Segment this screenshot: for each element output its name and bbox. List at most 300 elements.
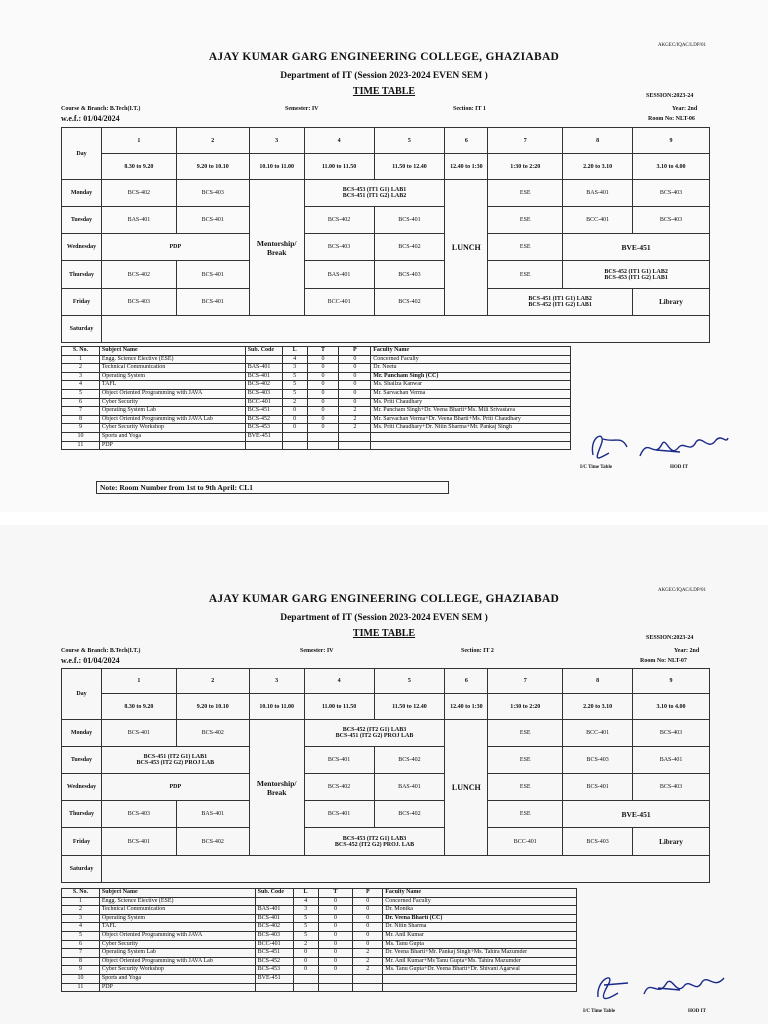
subject-code: BCC-401 [255, 940, 293, 949]
day-header: Day [62, 669, 102, 720]
timetable-cell: BCS-402 [176, 720, 249, 747]
faculty-name: Concerned Faculty [371, 355, 571, 364]
subject-t: 0 [307, 415, 339, 424]
subject-code: BCS-451 [245, 407, 282, 416]
timetable-cell: BCS-402 [304, 207, 374, 234]
period-time: 12.40 to 1:30 [445, 154, 488, 180]
day-name: Friday [62, 289, 102, 316]
table-row [62, 974, 577, 983]
table-row [62, 441, 571, 450]
table-row [62, 355, 571, 364]
subject-p [353, 974, 383, 983]
period-time: 2.20 to 3.10 [563, 694, 633, 720]
header-faculty-name: Faculty Name [383, 889, 577, 898]
timetable-cell-empty [101, 316, 709, 343]
day-name: Monday [62, 180, 102, 207]
subject-l: 5 [282, 381, 307, 390]
faculty-name [383, 974, 577, 983]
timetable-cell: BCS-401 [176, 261, 249, 289]
subject-p: 0 [339, 398, 371, 407]
timetable-cell: ESE [488, 801, 563, 828]
subject-name: TAFL [99, 381, 245, 390]
timetable-cell: BCS-402 [101, 261, 176, 289]
faculty-name: Ms. Priti Chaudhary+Dr. Nitin Sharma+Mr. Pankaj Singh [371, 424, 571, 433]
timetable-cell: BCS-403 [101, 289, 176, 316]
subject-p: 0 [353, 940, 383, 949]
period-number: 3 [249, 669, 304, 694]
subject-l: 0 [282, 407, 307, 416]
subject-t: 0 [318, 940, 353, 949]
course-branch: Course & Branch: B.Tech(I.T.) [61, 648, 141, 654]
subject-l: 0 [282, 415, 307, 424]
timetable-grid [61, 668, 710, 883]
subject-name: Cyber Security Workshop [99, 424, 245, 433]
subject-t: 0 [318, 897, 353, 906]
timetable-cell: Library [633, 828, 710, 856]
ic-timetable-label: I/C Time Table [583, 1009, 616, 1014]
faculty-name [371, 432, 571, 441]
header-t: T [307, 347, 339, 356]
subject-l: 5 [293, 923, 318, 932]
timetable-cell: BCS-401 [101, 828, 176, 856]
subject-sno: 2 [62, 906, 100, 915]
hod-signature-icon [640, 970, 730, 1006]
subject-code: BAS-401 [245, 364, 282, 373]
year-label: Year: 2nd [672, 106, 698, 112]
faculty-name: Concerned Faculty [383, 897, 577, 906]
period-number: 2 [176, 669, 249, 694]
table-row [62, 931, 577, 940]
header-t: T [318, 889, 353, 898]
subject-p: 2 [339, 407, 371, 416]
period-time: 1:30 to 2:20 [488, 694, 563, 720]
subject-t: 0 [307, 381, 339, 390]
mentorship-break-cell: Mentorship/ Break [249, 720, 304, 856]
subject-sno: 7 [62, 949, 100, 958]
timetable-cell: BAS-401 [374, 774, 445, 801]
timetable-cell: BCS-453 (IT2 G1) LAB3 BCS-452 (IT2 G2) PROJ. LAB [304, 828, 445, 856]
timetable-cell: ESE [488, 720, 563, 747]
subject-t: 0 [307, 389, 339, 398]
table-row [62, 940, 577, 949]
hod-signature-icon [636, 430, 731, 466]
subject-l: 2 [282, 398, 307, 407]
table-row [62, 906, 577, 915]
subject-name: Technical Communication [99, 906, 255, 915]
subject-t: 0 [307, 364, 339, 373]
timetable-cell: ESE [488, 774, 563, 801]
faculty-name: Ms. Tanu Gupta+Dr. Veena Bharti+Dr. Shivani Agarwal [383, 966, 577, 975]
timetable-cell-empty [101, 856, 709, 883]
subject-code: BCS-402 [245, 381, 282, 390]
subject-name: Cyber Security [99, 940, 255, 949]
header-subject-name: Subject Name [99, 347, 245, 356]
subject-l [282, 441, 307, 450]
timetable-cell: BVE-451 [563, 234, 710, 261]
timetable-cell: BCS-401 [176, 207, 249, 234]
room-number: Room No: NLT-06 [648, 116, 695, 122]
subject-code: BCS-452 [255, 957, 293, 966]
subject-sno: 2 [62, 364, 100, 373]
faculty-name: Dr. Veena Bharti+Mr. Pankaj Singh+Ms. Tahira Mazumder [383, 949, 577, 958]
table-row [62, 966, 577, 975]
subject-code: BCS-401 [245, 372, 282, 381]
mentorship-break-cell: Mentorship/ Break [249, 180, 304, 316]
subject-code: BCS-403 [255, 931, 293, 940]
department-heading: Department of IT (Session 2023-2024 EVEN SEM ) [280, 71, 488, 81]
subject-sno: 1 [62, 897, 100, 906]
document-ref: AKGEC/IQAC/LDP/01 [657, 588, 706, 593]
subject-l: 5 [293, 931, 318, 940]
faculty-name: Dr. Neetu [371, 364, 571, 373]
day-name: Wednesday [62, 234, 102, 261]
subject-p [339, 432, 371, 441]
subject-t: 0 [307, 424, 339, 433]
period-time: 3.10 to 4.00 [633, 694, 710, 720]
timetable-cell: ESE [488, 207, 563, 234]
period-number: 3 [249, 128, 304, 154]
ic-signature-icon [585, 425, 635, 465]
period-time: 2.20 to 3.10 [563, 154, 633, 180]
subject-sno: 10 [62, 432, 100, 441]
table-row [62, 957, 577, 966]
faculty-name: Mr. Anil Kumar+Ms Tanu Gupta+Ms. Tahira Mazumder [383, 957, 577, 966]
subject-name: Sports and Yoga [99, 974, 255, 983]
timetable-cell: BCC-401 [304, 289, 374, 316]
subject-code: BCS-453 [255, 966, 293, 975]
table-row [62, 424, 571, 433]
timetable-cell: BCS-403 [633, 180, 710, 207]
subject-name: Object Oriented Programming with JAVA [99, 931, 255, 940]
subject-t [318, 983, 353, 992]
period-number: 9 [633, 128, 710, 154]
timetable-cell: BCC-401 [488, 828, 563, 856]
table-row [62, 381, 571, 390]
period-number: 1 [101, 128, 176, 154]
subject-code: BAS-401 [255, 906, 293, 915]
timetable-cell: BCS-403 [633, 774, 710, 801]
subject-l: 4 [282, 355, 307, 364]
subject-code: BVE-451 [245, 432, 282, 441]
timetable-cell: BCS-402 [176, 828, 249, 856]
table-row [62, 364, 571, 373]
timetable-cell: BCS-401 [304, 801, 374, 828]
subject-name: PDP [99, 441, 245, 450]
day-name: Thursday [62, 801, 102, 828]
subject-t: 0 [318, 914, 353, 923]
subject-l: 2 [293, 940, 318, 949]
timetable-cell: BCS-451 (IT2 G1) LAB1 BCS-453 (IT2 G2) PROJ LAB [101, 747, 249, 774]
timetable-cell: ESE [488, 747, 563, 774]
header-faculty-name: Faculty Name [371, 347, 571, 356]
header-sub-code: Sub. Code [245, 347, 282, 356]
timetable-cell: Library [633, 289, 710, 316]
table-row [62, 407, 571, 416]
subject-p: 0 [353, 931, 383, 940]
subject-sno: 6 [62, 940, 100, 949]
subject-l: 4 [293, 897, 318, 906]
subject-code: BCS-402 [255, 923, 293, 932]
session-label: SESSION:2023-24 [646, 93, 694, 99]
subject-t: 0 [307, 372, 339, 381]
day-name: Thursday [62, 261, 102, 289]
period-number: 9 [633, 669, 710, 694]
faculty-name: Mr. Anil Kumar [383, 931, 577, 940]
effective-date: w.e.f.: 01/04/2024 [61, 114, 120, 123]
header-l: L [293, 889, 318, 898]
subject-t [307, 432, 339, 441]
period-time: 9.20 to 10.10 [176, 154, 249, 180]
subject-code [255, 897, 293, 906]
room-number: Room No: NLT-07 [640, 658, 687, 664]
period-number: 5 [374, 669, 445, 694]
subject-t: 0 [318, 957, 353, 966]
subject-l: 3 [293, 906, 318, 915]
period-time: 11.50 to 12.40 [374, 694, 445, 720]
subject-sno: 8 [62, 957, 100, 966]
header-p: P [339, 347, 371, 356]
subject-sno: 4 [62, 381, 100, 390]
period-time: 11.50 to 12.40 [374, 154, 445, 180]
subject-t: 0 [307, 407, 339, 416]
faculty-name: Mr. Pancham Singh+Dr. Veena Bharti+Ms. Mili Srivastava [371, 407, 571, 416]
timetable-cell: BCS-401 [304, 747, 374, 774]
subject-p: 0 [353, 906, 383, 915]
table-row [62, 923, 577, 932]
subject-l [293, 983, 318, 992]
room-note: Note: Room Number from 1st to 9th April: CL1 [96, 481, 449, 494]
period-time: 11.00 to 11.50 [304, 154, 374, 180]
subject-name: Object Oriented Programming with JAVA [99, 389, 245, 398]
table-row [62, 432, 571, 441]
timetable-title: TIME TABLE [352, 86, 416, 97]
subject-code: BVE-451 [255, 974, 293, 983]
subject-name: Cyber Security Workshop [99, 966, 255, 975]
subject-name: Engg. Science Elective (ESE) [99, 897, 255, 906]
course-branch: Course & Branch: B.Tech(I.T.) [61, 106, 141, 112]
day-header: Day [62, 128, 102, 180]
day-name: Tuesday [62, 747, 102, 774]
subject-sno: 11 [62, 441, 100, 450]
period-number: 1 [101, 669, 176, 694]
subject-sno: 11 [62, 983, 100, 992]
day-name: Tuesday [62, 207, 102, 234]
timetable-cell: BAS-401 [563, 180, 633, 207]
subject-name: Operating System Lab [99, 407, 245, 416]
subject-sno: 3 [62, 372, 100, 381]
timetable-cell: BCS-402 [374, 234, 445, 261]
timetable-cell: BCS-403 [304, 234, 374, 261]
subject-code: BCS-452 [245, 415, 282, 424]
subject-code: BCS-451 [255, 949, 293, 958]
timetable-cell: BAS-401 [304, 261, 374, 289]
faculty-name [383, 983, 577, 992]
day-name: Wednesday [62, 774, 102, 801]
subject-l: 5 [282, 389, 307, 398]
period-time: 12.40 to 1:30 [445, 694, 488, 720]
subject-t: 0 [318, 949, 353, 958]
period-number: 8 [563, 128, 633, 154]
subject-name: Operating System [99, 914, 255, 923]
subject-l: 0 [282, 424, 307, 433]
lunch-cell: LUNCH [445, 180, 488, 316]
subject-p: 2 [339, 424, 371, 433]
faculty-name: Mr. Sarvachan Verma [371, 389, 571, 398]
period-number: 4 [304, 128, 374, 154]
subject-t: 0 [318, 966, 353, 975]
college-name: AJAY KUMAR GARG ENGINEERING COLLEGE, GHAZIABAD [208, 593, 560, 605]
subject-name: Technical Communication [99, 364, 245, 373]
timetable-cell: ESE [488, 261, 563, 289]
subject-l: 0 [293, 957, 318, 966]
day-name: Saturday [62, 316, 102, 343]
timetable-cell: BCS-403 [563, 828, 633, 856]
subject-code: BCS-403 [245, 389, 282, 398]
period-time: 8.30 to 9.20 [101, 694, 176, 720]
header-subject-name: Subject Name [99, 889, 255, 898]
subject-table [61, 346, 571, 450]
faculty-name: Mr. Sarvachan Verma+Dr. Veena Bharti+Ms. Priti Chaudhary [371, 415, 571, 424]
period-number: 6 [445, 128, 488, 154]
period-time: 10.10 to 11.00 [249, 154, 304, 180]
timetable-cell: BCS-453 (IT1 G1) LAB1 BCS-451 (IT1 G2) LAB2 [304, 180, 445, 207]
department-heading: Department of IT (Session 2023-2024 EVEN SEM ) [280, 613, 488, 623]
subject-sno: 5 [62, 389, 100, 398]
period-time: 3.10 to 4.00 [633, 154, 710, 180]
subject-sno: 4 [62, 923, 100, 932]
subject-name: Object Oriented Programming with JAVA Lab [99, 957, 255, 966]
timetable-cell: BCS-401 [176, 289, 249, 316]
subject-sno: 7 [62, 407, 100, 416]
session-label: SESSION:2023-24 [646, 635, 694, 641]
subject-t: 0 [307, 398, 339, 407]
subject-sno: 1 [62, 355, 100, 364]
subject-l: 3 [282, 364, 307, 373]
subject-code [255, 983, 293, 992]
section-label: Section: IT 1 [453, 106, 486, 112]
subject-name: Operating System Lab [99, 949, 255, 958]
subject-code [245, 355, 282, 364]
subject-name: Cyber Security [99, 398, 245, 407]
hod-label: HOD IT [670, 465, 688, 470]
subject-name: Object Oriented Programming with JAVA Lab [99, 415, 245, 424]
period-time: 9.20 to 10.10 [176, 694, 249, 720]
subject-l: 5 [282, 372, 307, 381]
subject-l: 0 [293, 966, 318, 975]
header-sub-code: Sub. Code [255, 889, 293, 898]
subject-l: 0 [293, 949, 318, 958]
subject-sno: 9 [62, 424, 100, 433]
subject-sno: 10 [62, 974, 100, 983]
table-row [62, 897, 577, 906]
subject-p: 0 [339, 355, 371, 364]
timetable-cell: BCS-402 [374, 747, 445, 774]
timetable-cell: BCS-402 [304, 774, 374, 801]
timetable-cell: BCS-401 [101, 720, 176, 747]
subject-p [353, 983, 383, 992]
faculty-name: Mr. Pancham Singh (CC) [371, 372, 571, 381]
timetable-cell: PDP [101, 234, 249, 261]
period-number: 5 [374, 128, 445, 154]
period-number: 2 [176, 128, 249, 154]
subject-t: 0 [307, 355, 339, 364]
lunch-cell: LUNCH [445, 720, 488, 856]
period-number: 7 [488, 128, 563, 154]
period-time: 11.00 to 11.50 [304, 694, 374, 720]
day-name: Monday [62, 720, 102, 747]
subject-t: 0 [318, 923, 353, 932]
faculty-name: Ms. Tanu Gupta [383, 940, 577, 949]
period-number: 7 [488, 669, 563, 694]
timetable-cell: BCS-403 [101, 801, 176, 828]
period-time: 10.10 to 11.00 [249, 694, 304, 720]
faculty-name: Ms. Shailza Kanwar [371, 381, 571, 390]
header-p: P [353, 889, 383, 898]
subject-l [282, 432, 307, 441]
timetable-cell: ESE [488, 234, 563, 261]
college-name: AJAY KUMAR GARG ENGINEERING COLLEGE, GHAZIABAD [208, 51, 560, 63]
faculty-name: Dr. Nitin Sharma [383, 923, 577, 932]
subject-p: 2 [353, 966, 383, 975]
timetable-cell: ESE [488, 180, 563, 207]
timetable-cell: BCS-452 (IT1 G1) LAB2 BCS-453 (IT1 G2) LAB1 [563, 261, 710, 289]
timetable-cell: BVE-451 [563, 801, 710, 828]
timetable-cell: BAS-401 [633, 747, 710, 774]
semester-label: Semester: IV [300, 648, 334, 654]
period-time: 8.30 to 9.20 [101, 154, 176, 180]
subject-p: 0 [353, 923, 383, 932]
ic-signature-icon [590, 965, 635, 1005]
day-name: Saturday [62, 856, 102, 883]
subject-t [318, 974, 353, 983]
document-ref: AKGEC/IQAC/LDP/01 [657, 43, 706, 48]
year-label: Year: 2nd [674, 648, 700, 654]
timetable-cell: BCS-401 [563, 774, 633, 801]
subject-sno: 6 [62, 398, 100, 407]
subject-code: BCS-453 [245, 424, 282, 433]
subject-name: TAFL [99, 923, 255, 932]
subject-p: 2 [353, 957, 383, 966]
table-row [62, 914, 577, 923]
timetable-cell: BCS-452 (IT2 G1) LAB3 BCS-451 (IT2 G2) PROJ LAB [304, 720, 445, 747]
table-row [62, 389, 571, 398]
subject-sno: 9 [62, 966, 100, 975]
faculty-name: Dr. Monika [383, 906, 577, 915]
subject-p: 2 [353, 949, 383, 958]
timetable-cell: BCS-402 [101, 180, 176, 207]
timetable-cell: BCS-403 [563, 747, 633, 774]
period-number: 4 [304, 669, 374, 694]
subject-p: 2 [339, 415, 371, 424]
subject-t: 0 [318, 931, 353, 940]
subject-p: 0 [339, 381, 371, 390]
timetable-cell: BCS-402 [374, 801, 445, 828]
period-time: 1:30 to 2:20 [488, 154, 563, 180]
subject-code: BCC-401 [245, 398, 282, 407]
ic-timetable-label: I/C Time Table [580, 465, 613, 470]
table-row [62, 983, 577, 992]
timetable-cell: BCC-401 [563, 720, 633, 747]
subject-p: 0 [353, 914, 383, 923]
subject-l: 5 [293, 914, 318, 923]
timetable-cell: BCS-401 [374, 207, 445, 234]
subject-code: BCS-401 [255, 914, 293, 923]
faculty-name: Ms. Priti Chaudhary [371, 398, 571, 407]
timetable-cell: PDP [101, 774, 249, 801]
subject-l [293, 974, 318, 983]
faculty-name: Dr. Veena Bharti (CC) [383, 914, 577, 923]
timetable-cell: BCS-402 [374, 289, 445, 316]
